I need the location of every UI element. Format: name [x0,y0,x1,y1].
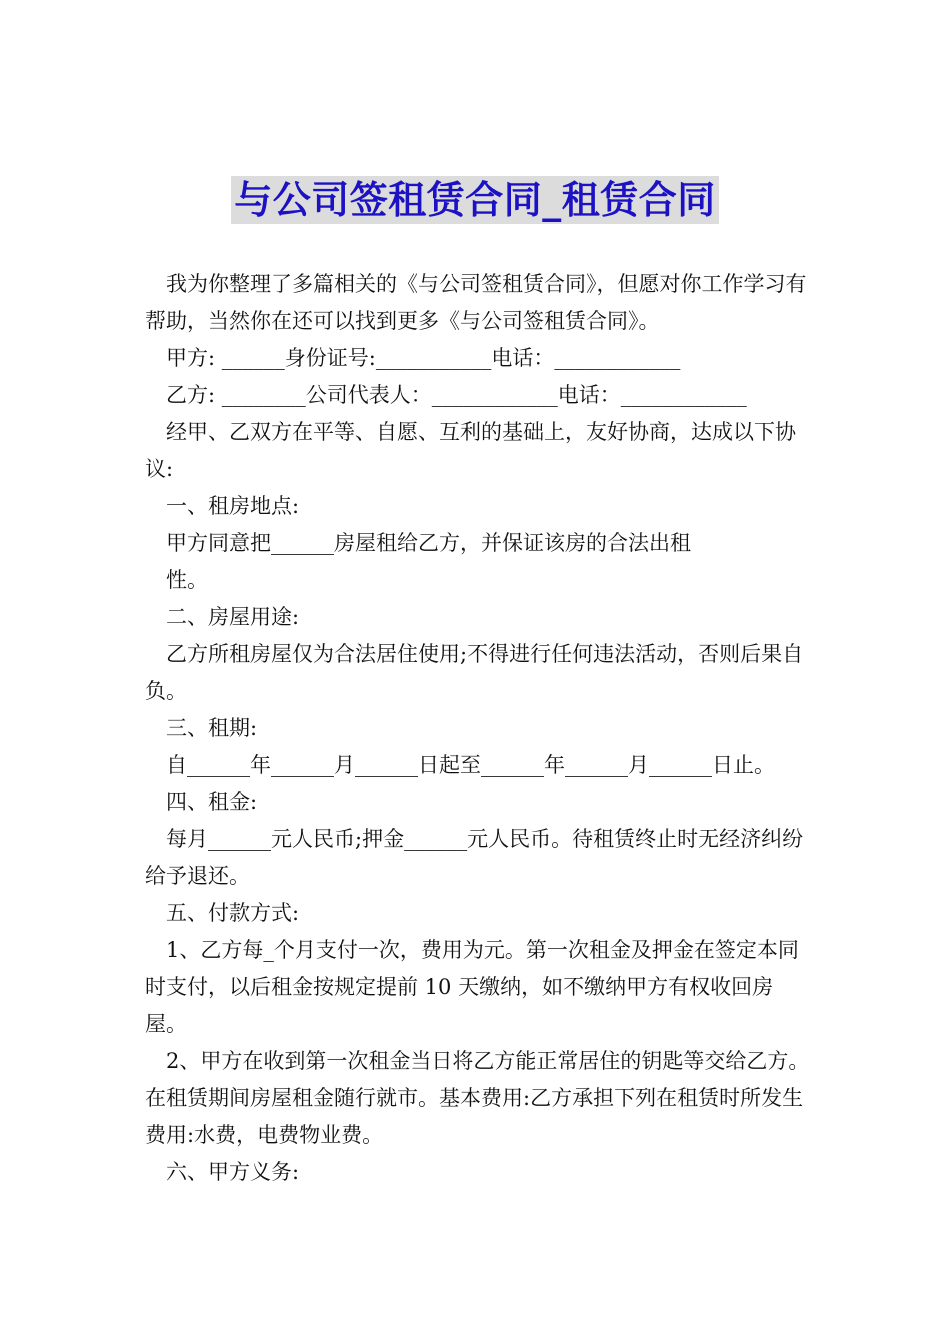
section-heading-location: 一、租房地点: [166,494,300,518]
section-heading-payment: 五、付款方式: [166,901,300,925]
title-container [0,176,950,224]
payment-clause-2: 2、甲方在收到第一次租金当日将乙方能正常居住的钥匙等交给乙方。在租赁期间房屋租金随行就市。基本费用:乙方承担下列在租赁时所发生费用:水费，电费物业费。 [145,1049,810,1147]
rent-paragraph: 每月______元人民币;押金______元人民币。待租赁终止时无经济纠纷给予退还。 [145,827,804,888]
section-heading-term: 三、租期: [166,716,258,740]
term-paragraph: 自______年______月______日起至______年______月______日止。 [166,753,775,777]
party-b-line: 乙方: ________公司代表人：____________电话：____________ [166,383,747,407]
section-heading-rent: 四、租金: [166,790,258,814]
party-a-line: 甲方: ______身份证号:___________电话：____________ [166,346,681,370]
section-heading-party-a-duties: 六、甲方义务: [166,1160,300,1184]
usage-paragraph: 乙方所租房屋仅为合法居住使用;不得进行任何违法活动，否则后果自负。 [145,642,804,703]
section-heading-usage: 二、房屋用途: [166,605,300,629]
document-body [145,266,810,1191]
document-title: 与公司签租赁合同_租赁合同 [231,176,719,224]
location-paragraph: 甲方同意把______房屋租给乙方，并保证该房的合法出租 [166,531,691,555]
intro-paragraph: 我为你整理了多篇相关的《与公司签租赁合同》，但愿对你工作学习有帮助，当然你在还可以找到更多《与公司签租赁合同》。 [145,272,807,333]
location-paragraph-continued: 性。 [166,568,208,592]
agreement-paragraph: 经甲、乙双方在平等、自愿、互利的基础上，友好协商，达成以下协议: [145,420,796,481]
payment-clause-1: 1、乙方每_个月支付一次，费用为元。第一次租金及押金在签定本同时支付，以后租金按规定提前 10 天缴纳，如不缴纳甲方有权收回房屋。 [145,938,799,1036]
